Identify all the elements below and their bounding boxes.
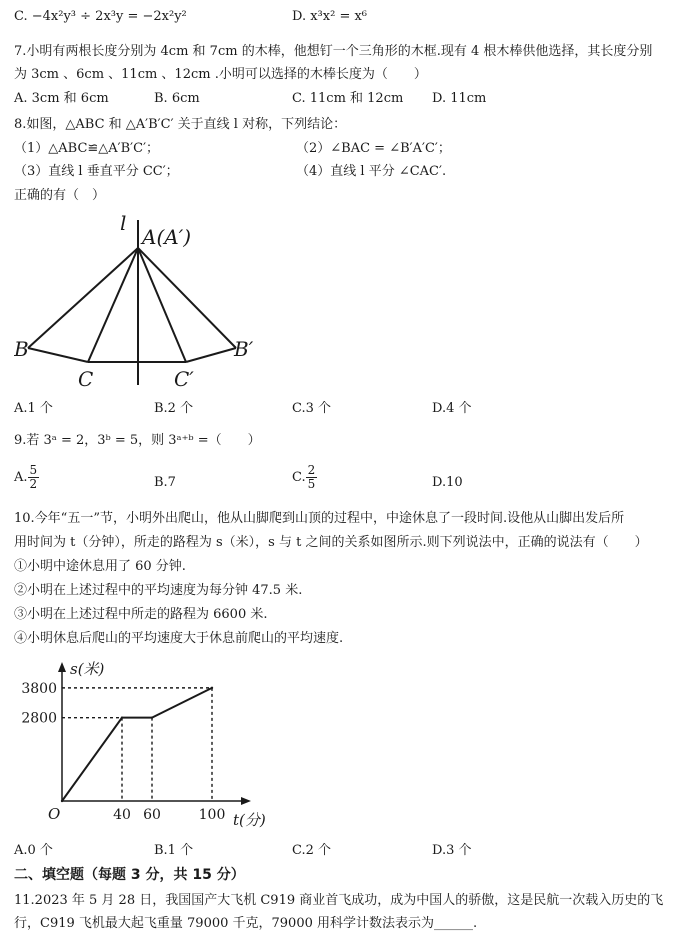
label-c: C	[78, 367, 94, 391]
q10-option-c: C.2 个	[292, 843, 332, 858]
segment-ab-prime	[138, 248, 236, 348]
q11-stem-line2: 行，C919 飞机最大起飞重量 79000 千克，79000 用科学计数法表示为______.	[14, 916, 478, 931]
segment-ac-prime	[138, 248, 186, 362]
q10-stem-line1: 10.今年“五一”节，小明外出爬山，他从山脚爬到山顶的过程中，中途休息了一段时间.设他从山脚出发后所	[14, 511, 625, 526]
q7-option-d: D. 11cm	[432, 91, 487, 106]
q11-stem-line1: 11.2023 年 5 月 28 日，我国国产大飞机 C919 商业首飞成功，成为中国人的骄傲，这是民航一次载入历史的飞	[14, 893, 664, 908]
section-2-heading: 二、填空题（每题 3 分，共 15 分）	[14, 867, 245, 883]
data-point-40	[121, 716, 123, 718]
q10-statement-1: ①小明中途休息用了 60 分钟.	[14, 559, 186, 574]
q9-option-a	[14, 464, 39, 491]
q7-stem-line2: 为 3cm 、6cm 、11cm 、12cm .小明可以选择的木棒长度为（ ）	[14, 67, 427, 82]
x-axis-arrow	[241, 797, 251, 805]
q9-c-numerator: 2	[307, 463, 316, 477]
q8-option-d: D.4 个	[432, 401, 472, 416]
q8-symmetry-figure	[14, 210, 284, 395]
q9-option-c-prefix: C.	[292, 470, 306, 485]
q10-option-a: A.0 个	[14, 843, 53, 858]
q10-option-b: B.1 个	[154, 843, 194, 858]
label-b: B	[14, 337, 29, 361]
q9-a-denominator: 2	[29, 477, 38, 491]
q8-conclusion-1: （1）△ABC≌△A′B′C′；	[14, 141, 160, 156]
series-line	[62, 688, 212, 801]
q9-option-b: B.7	[154, 475, 176, 490]
q10-statement-4: ④小明休息后爬山的平均速度大于休息前爬山的平均速度.	[14, 631, 344, 646]
q7-option-c: C. 11cm 和 12cm	[292, 91, 404, 106]
y-tick-label-2800: 2800	[21, 710, 57, 727]
q8-option-a: A.1 个	[14, 401, 53, 416]
q8-option-c: C.3 个	[292, 401, 332, 416]
segment-c-prime-b-prime	[186, 348, 236, 362]
q9-option-c	[292, 464, 317, 491]
q9-stem: 9.若 3ᵃ = 2，3ᵇ = 5，则 3ᵃ⁺ᵇ =（ ）	[14, 433, 261, 448]
segment-ab	[28, 248, 138, 348]
q8-stem: 8.如图，△ABC 和 △A′B′C′ 关于直线 l 对称，下列结论：	[14, 117, 347, 132]
q9-option-d: D.10	[432, 475, 463, 490]
label-b-prime: B′	[234, 337, 254, 361]
segment-ac	[88, 248, 138, 362]
q9-option-a-prefix: A.	[14, 470, 28, 485]
x-tick-label-60: 60	[143, 807, 161, 823]
origin-label: O	[48, 805, 61, 823]
q9-option-a-fraction	[28, 464, 40, 491]
q9-c-denominator: 5	[307, 477, 316, 491]
data-point-100	[211, 687, 213, 689]
q9-a-numerator: 5	[29, 463, 38, 477]
q7-option-b: B. 6cm	[154, 91, 200, 106]
q8-conclusion-4: （4）直线 l 平分 ∠CAC′.	[296, 164, 447, 179]
q8-conclusion-3: （3）直线 l 垂直平分 CC′；	[14, 164, 179, 179]
q8-question: 正确的有（ ）	[14, 188, 106, 203]
y-axis-label: s(米)	[70, 660, 105, 678]
q10-option-d: D.3 个	[432, 843, 472, 858]
y-tick-label-3800: 3800	[21, 680, 57, 697]
q8-conclusion-2: （2）∠BAC = ∠B′A′C′；	[296, 141, 451, 156]
label-l: l	[120, 211, 127, 235]
y-axis-arrow	[58, 662, 66, 672]
x-tick-label-40: 40	[113, 807, 131, 823]
q6-option-c: C. −4x²y³ ÷ 2x³y = −2x²y²	[14, 9, 187, 24]
q9-option-c-fraction	[306, 464, 318, 491]
label-c-prime: C′	[174, 367, 194, 391]
q6-option-d: D. x³x² = x⁶	[292, 9, 368, 24]
q8-option-b: B.2 个	[154, 401, 194, 416]
segment-bc	[28, 348, 88, 362]
q7-stem-line1: 7.小明有两根长度分别为 4cm 和 7cm 的木棒，他想钉一个三角形的木框.现有 4 根木棒供他选择，其长度分别	[14, 44, 653, 59]
q10-statement-3: ③小明在上述过程中所走的路程为 6600 米.	[14, 607, 268, 622]
x-axis-label: t(分)	[233, 811, 266, 829]
q10-statement-2: ②小明在上述过程中的平均速度为每分钟 47.5 米.	[14, 583, 303, 598]
data-point-60	[151, 716, 153, 718]
q10-stem-line2: 用时间为 t（分钟），所走的路程为 s（米），s 与 t 之间的关系如图所示.则下列说法中，正确的说法有（ ）	[14, 535, 648, 550]
data-point-0	[61, 800, 63, 802]
q7-option-a: A. 3cm 和 6cm	[14, 91, 109, 106]
q10-distance-time-chart	[14, 656, 274, 836]
label-a: A(A′)	[142, 225, 192, 249]
x-tick-label-100: 100	[198, 807, 226, 823]
